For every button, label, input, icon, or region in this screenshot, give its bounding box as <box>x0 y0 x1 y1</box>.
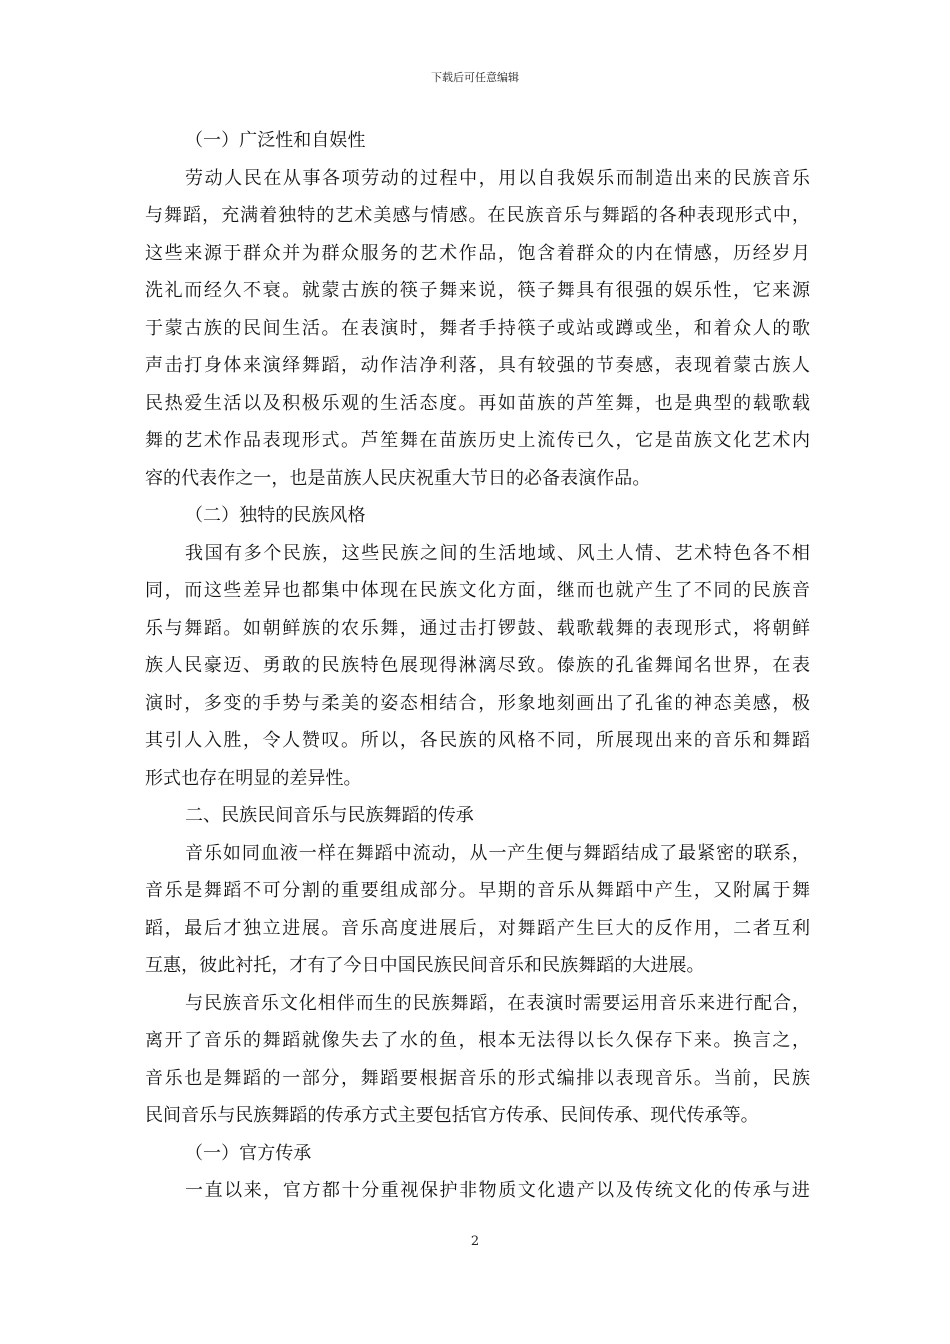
text-line: 音乐是舞蹈不可分割的重要组成部分。早期的音乐从舞蹈中产生，又附属于舞 <box>145 880 810 901</box>
text-line: 一直以来，官方都十分重视保护非物质文化遗产以及传统文化的传承与进 <box>185 1180 810 1201</box>
text-line: 与舞蹈，充满着独特的艺术美感与情感。在民族音乐与舞蹈的各种表现形式中， <box>145 205 810 226</box>
text-line: 于蒙古族的民间生活。在表演时，舞者手持筷子或站或蹲或坐，和着众人的歌 <box>145 317 810 339</box>
page-number: 2 <box>470 1234 480 1249</box>
text-line: 二、民族民间音乐与民族舞蹈的传承 <box>185 805 474 826</box>
text-line: 我国有多个民族，这些民族之间的生活地域、风土人情、艺术特色各不相 <box>185 542 810 564</box>
text-line: 其引人入胜，令人赞叹。所以，各民族的风格不同，所展现出来的音乐和舞蹈 <box>145 730 810 751</box>
text-line: 音乐也是舞蹈的一部分，舞蹈要根据音乐的形式编排以表现音乐。当前，民族 <box>145 1067 810 1089</box>
text-line: 劳动人民在从事各项劳动的过程中，用以自我娱乐而制造出来的民族音乐 <box>185 167 810 189</box>
document-body <box>145 122 810 1210</box>
text-line: 音乐如同血液一样在舞蹈中流动，从一产生便与舞蹈结成了最紧密的联系， <box>185 842 810 864</box>
text-line: 容的代表作之一，也是苗族人民庆祝重大节日的必备表演作品。 <box>145 467 651 489</box>
text-line: 这些来源于群众并为群众服务的艺术作品，饱含着群众的内在情感，历经岁月 <box>145 242 810 264</box>
text-line: 舞的艺术作品表现形式。芦笙舞在苗族历史上流传已久，它是苗族文化艺术内 <box>145 430 810 451</box>
text-line: （二）独特的民族风格 <box>185 505 366 526</box>
text-line: 与民族音乐文化相伴而生的民族舞蹈，在表演时需要运用音乐来进行配合， <box>185 992 810 1014</box>
text-line: （一）官方传承 <box>185 1142 312 1164</box>
text-line: 民间音乐与民族舞蹈的传承方式主要包括官方传承、民间传承、现代传承等。 <box>145 1105 759 1126</box>
text-line: 族人民豪迈、勇敢的民族特色展现得淋漓尽致。傣族的孔雀舞闻名世界，在表 <box>145 655 810 676</box>
text-line: （一）广泛性和自娱性 <box>185 130 366 151</box>
text-line: 离开了音乐的舞蹈就像失去了水的鱼，根本无法得以长久保存下来。换言之， <box>145 1030 810 1051</box>
text-line: 乐与舞蹈。如朝鲜族的农乐舞，通过击打锣鼓、载歌载舞的表现形式，将朝鲜 <box>145 617 810 639</box>
text-line: 洗礼而经久不衰。就蒙古族的筷子舞来说，筷子舞具有很强的娱乐性，它来源 <box>145 280 810 301</box>
text-line: 形式也存在明显的差异性。 <box>145 767 362 789</box>
text-line: 互惠，彼此衬托，才有了今日中国民族民间音乐和民族舞蹈的大进展。 <box>145 955 705 976</box>
text-line: 演时，多变的手势与柔美的姿态相结合，形象地刻画出了孔雀的神态美感，极 <box>145 692 810 714</box>
text-line: 同，而这些差异也都集中体现在民族文化方面，继而也就产生了不同的民族音 <box>145 580 810 601</box>
text-line: 声击打身体来演绎舞蹈，动作洁净利落，具有较强的节奏感，表现着蒙古族人 <box>145 355 810 376</box>
page-header: 下载后可任意编辑 <box>431 71 519 84</box>
text-line: 蹈，最后才独立进展。音乐高度进展后，对舞蹈产生巨大的反作用，二者互利 <box>145 917 810 939</box>
text-line: 民热爱生活以及积极乐观的生活态度。再如苗族的芦笙舞，也是典型的载歌载 <box>145 392 810 414</box>
